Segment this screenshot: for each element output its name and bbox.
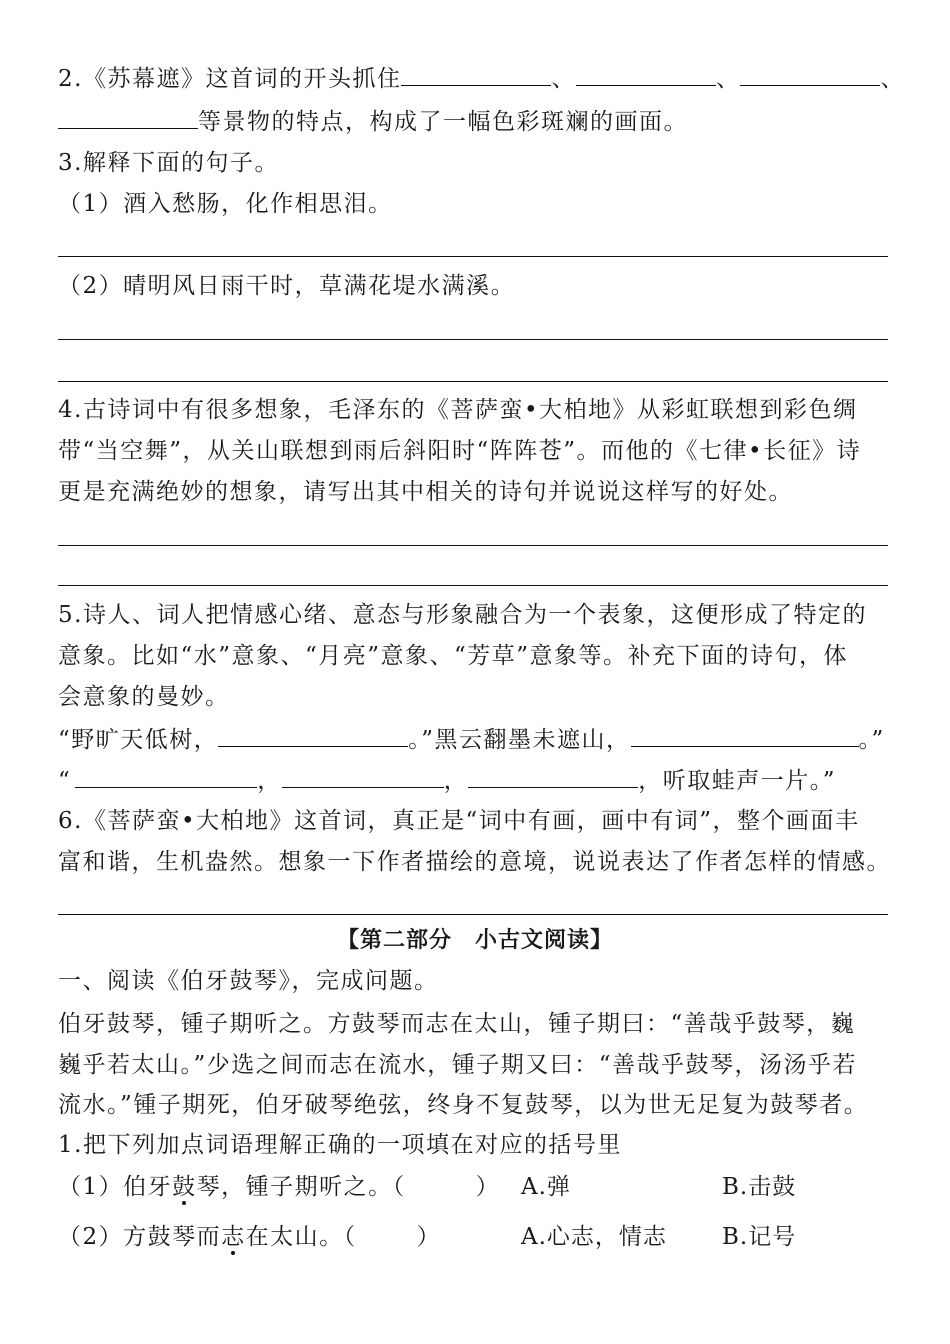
fill-text: ， bbox=[257, 768, 282, 794]
q2-text-b: 等景物的特点，构成了一幅色彩斑斓的画面。 bbox=[198, 109, 688, 135]
option-b: B.记号 bbox=[722, 1224, 797, 1250]
q6-line2: 富和谐，生机盎然。想象一下作者描绘的意境，说说表达了作者怎样的情感。 bbox=[58, 849, 891, 875]
option-b: B.击鼓 bbox=[722, 1174, 797, 1200]
fill-text: 。”黑云翻墨未遮山， bbox=[408, 727, 631, 753]
separator: 、 bbox=[551, 66, 576, 92]
fill-text: ， bbox=[443, 768, 469, 794]
item-text: （1）伯牙 bbox=[58, 1174, 173, 1200]
q4-line2: 带“当空舞”，从关山联想到雨后斜阳时“阵阵苍”。而他的《七律•长征》诗 bbox=[58, 438, 862, 464]
answer-line[interactable] bbox=[58, 381, 888, 382]
answer-blank[interactable] bbox=[740, 63, 880, 86]
q3-sentence-1: （1）酒入愁肠，化作相思泪。 bbox=[58, 191, 393, 217]
q3-title: 3.解释下面的句子。 bbox=[58, 150, 279, 176]
answer-line[interactable] bbox=[58, 914, 888, 915]
answer-blank[interactable] bbox=[401, 63, 551, 86]
fill-text: ，听取蛙声一片。” bbox=[638, 768, 837, 794]
item-text: ） bbox=[416, 1224, 442, 1250]
part2-intro: 一、阅读《伯牙鼓琴》，完成问题。 bbox=[58, 968, 439, 994]
q5-fill-line1 bbox=[58, 724, 885, 755]
dotted-word: 鼓 bbox=[172, 1174, 197, 1200]
separator: 、 bbox=[880, 66, 905, 92]
answer-line[interactable] bbox=[58, 545, 888, 546]
q4-line3: 更是充满绝妙的想象，请写出其中相关的诗句并说说这样写的好处。 bbox=[58, 479, 793, 505]
fill-text: 。” bbox=[858, 727, 885, 753]
passage-line1: 伯牙鼓琴，锺子期听之。方鼓琴而志在太山，锺子期曰：“善哉乎鼓琴，巍 bbox=[58, 1011, 856, 1037]
item-text: 在太山。（ bbox=[245, 1224, 357, 1250]
answer-blank[interactable] bbox=[576, 63, 716, 86]
item-text: ） bbox=[475, 1174, 501, 1200]
answer-line[interactable] bbox=[58, 585, 888, 586]
answer-blank[interactable] bbox=[218, 724, 408, 747]
passage-line2: 巍乎若太山。”少选之间而志在流水，锺子期又曰：“善哉乎鼓琴，汤汤乎若 bbox=[58, 1052, 858, 1078]
q3-sentence-2: （2）晴明风日雨干时，草满花堤水满溪。 bbox=[58, 273, 516, 299]
q1-item-1 bbox=[58, 1172, 500, 1202]
q5-line3: 会意象的曼妙。 bbox=[58, 684, 230, 710]
answer-blank[interactable] bbox=[58, 106, 198, 129]
q5-line2: 意象。比如“水”意象、“月亮”意象、“芳草”意象等。补充下面的诗句，体 bbox=[58, 643, 849, 669]
option-a: A.心志，情志 bbox=[521, 1224, 667, 1250]
q6-line1: 6.《菩萨蛮•大柏地》这首词，真正是“词中有画，画中有词”，整个画面丰 bbox=[58, 808, 860, 834]
q2-line1 bbox=[58, 63, 905, 94]
item-text: 琴，锺子期听之。（ bbox=[196, 1174, 406, 1200]
q5-fill-line2 bbox=[58, 765, 836, 796]
passage-line3: 流水。”锺子期死，伯牙破琴绝弦，终身不复鼓琴，以为世无足复为鼓琴者。 bbox=[58, 1092, 869, 1118]
q4-line1: 4.古诗词中有很多想象，毛泽东的《菩萨蛮•大柏地》从彩虹联想到彩色绸 bbox=[58, 397, 858, 423]
section-heading: 【第二部分 小古文阅读】 bbox=[336, 928, 613, 953]
q2-line2 bbox=[58, 106, 688, 137]
q1-title: 1.把下列加点词语理解正确的一项填在对应的括号里 bbox=[58, 1132, 622, 1158]
fill-text: “野旷天低树， bbox=[58, 727, 219, 753]
answer-line[interactable] bbox=[58, 256, 888, 257]
answer-blank[interactable] bbox=[282, 765, 444, 788]
answer-blank[interactable] bbox=[75, 765, 257, 788]
answer-blank[interactable] bbox=[631, 724, 859, 747]
q5-line1: 5.诗人、词人把情感心绪、意态与形象融合为一个表象，这便形成了特定的 bbox=[58, 602, 867, 628]
answer-line[interactable] bbox=[58, 339, 888, 340]
q2-text: 2.《苏幕遮》这首词的开头抓住 bbox=[58, 66, 402, 92]
q1-item-2 bbox=[58, 1222, 441, 1252]
separator: 、 bbox=[715, 66, 741, 92]
item-text: （2）方鼓琴而 bbox=[58, 1224, 222, 1250]
dotted-word: 志 bbox=[221, 1224, 246, 1250]
option-a: A.弹 bbox=[521, 1174, 571, 1200]
answer-blank[interactable] bbox=[468, 765, 638, 788]
fill-text: “ bbox=[58, 768, 72, 794]
